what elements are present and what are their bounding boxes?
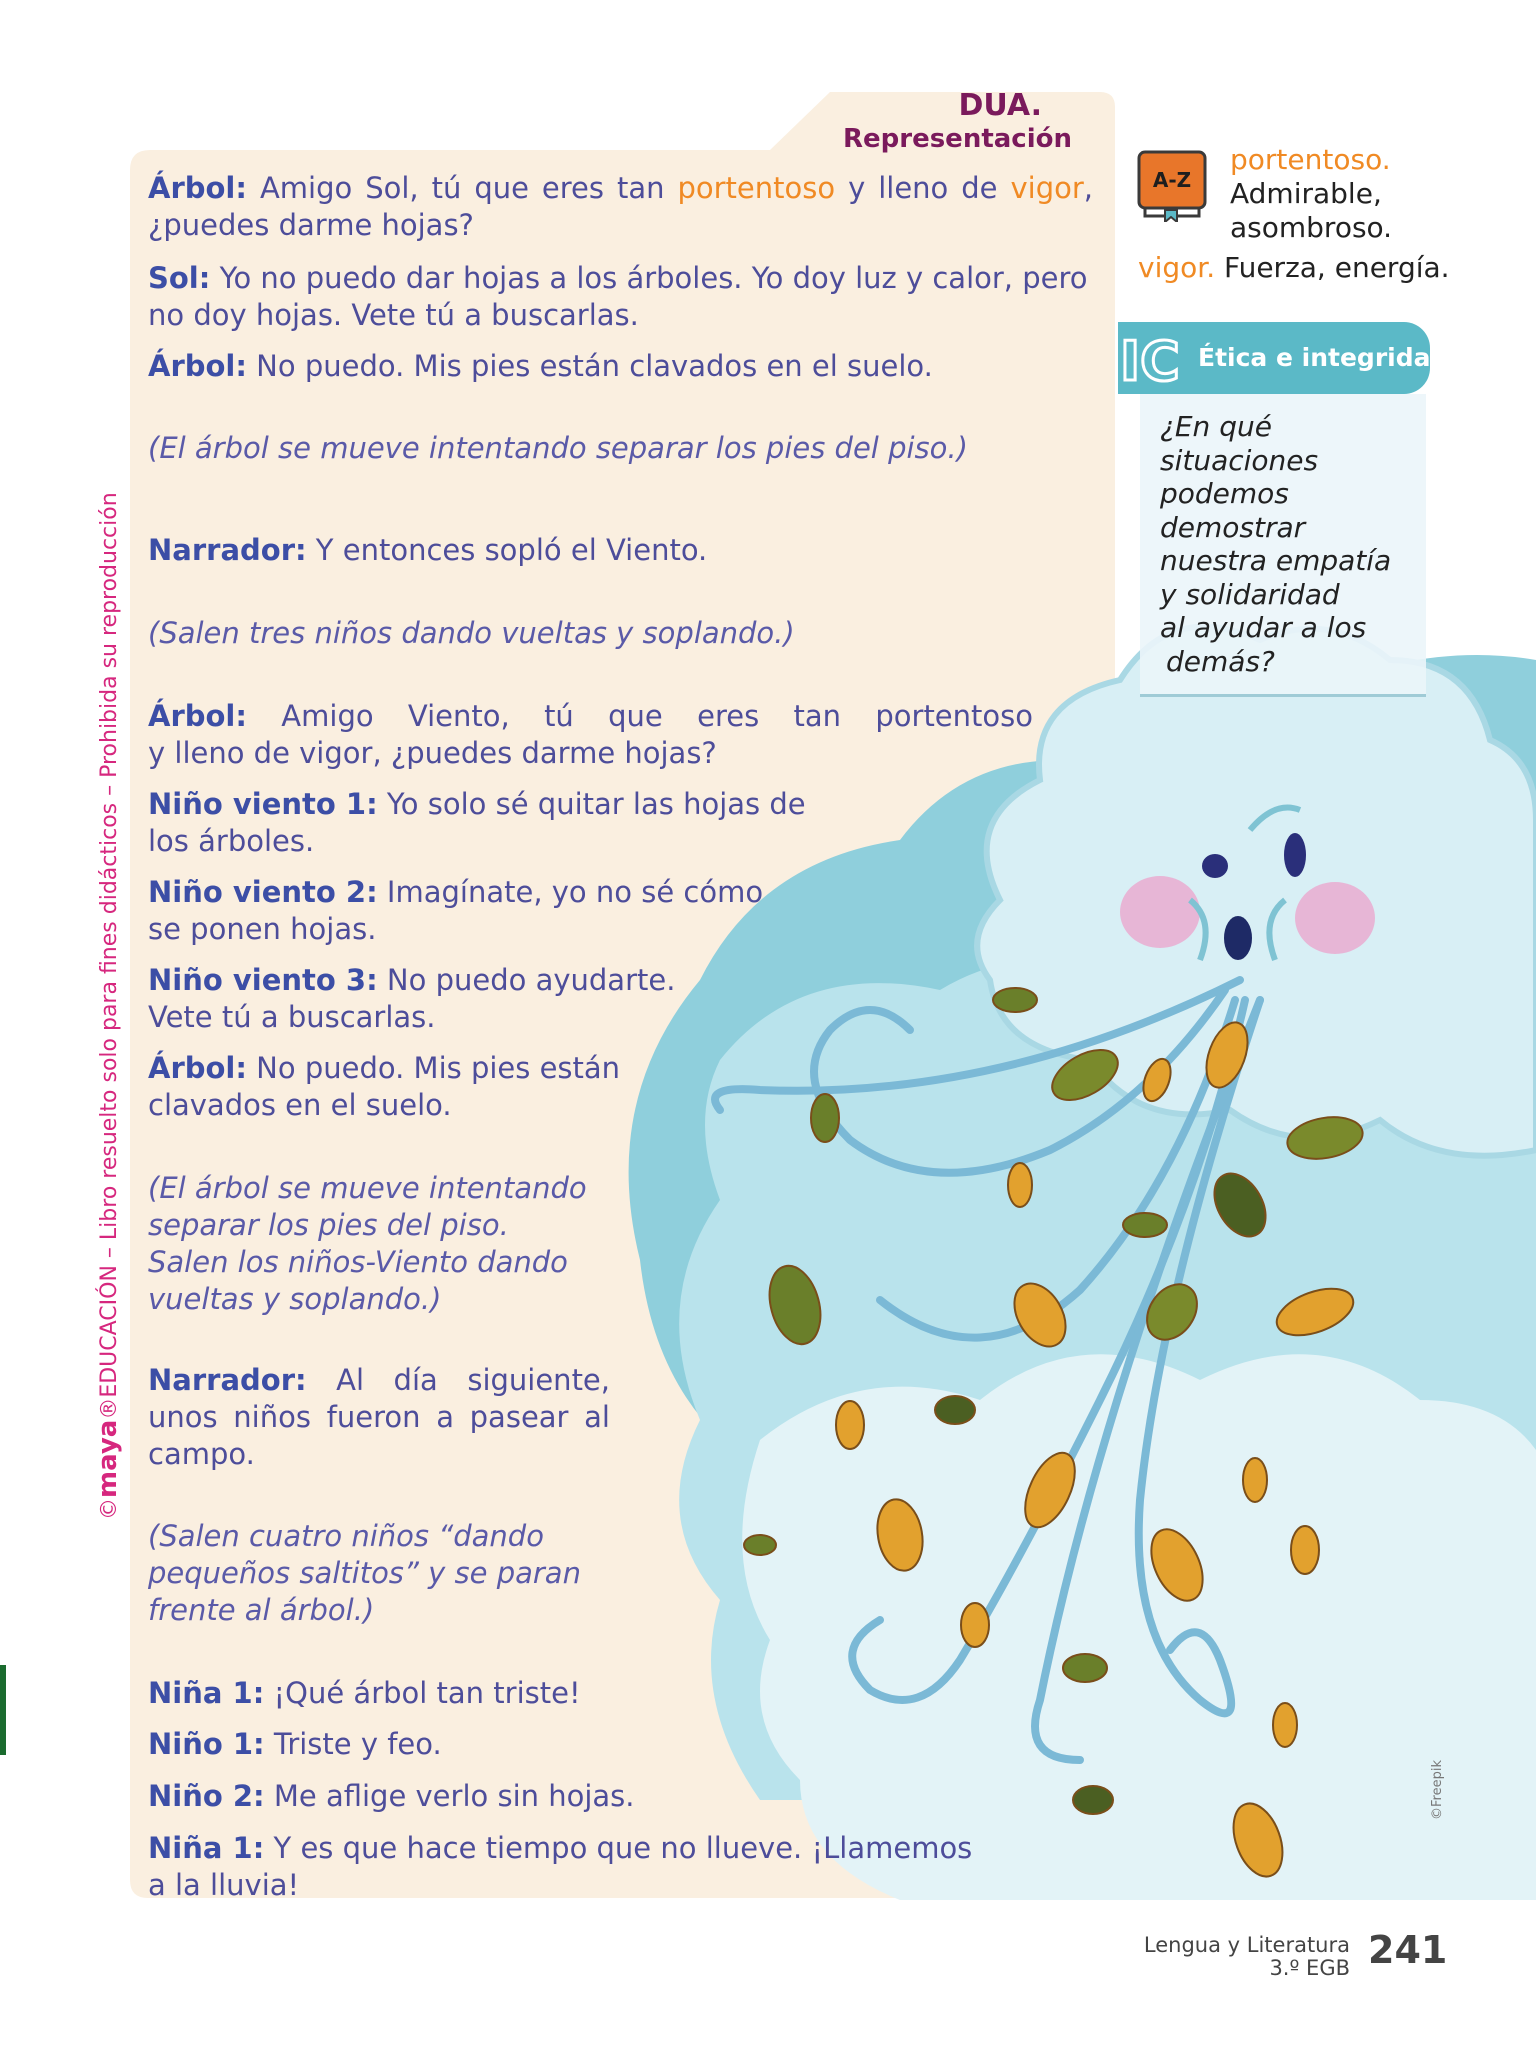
question-line: nuestra empatía (1160, 544, 1392, 577)
line-nino-1 (148, 1726, 442, 1763)
line-text: , (1083, 171, 1093, 205)
mouth (1224, 916, 1252, 960)
line-arbol-3 (148, 698, 1033, 735)
speaker: Árbol: (148, 699, 247, 733)
line-text: y lleno de (835, 171, 1011, 205)
line-nino-2 (148, 1778, 635, 1815)
speaker: Niña 1: (148, 1831, 265, 1865)
stage-direction-3a: (El árbol se mueve intentando (148, 1171, 587, 1205)
line-narrador-2 (148, 1362, 610, 1399)
speaker: Niño 2: (148, 1779, 265, 1813)
glossary-word-1: portentoso. (1230, 143, 1391, 176)
image-credit: ©Freepik (1430, 1760, 1445, 1820)
copyright-symbol: © (97, 1498, 122, 1520)
glossary-def-1a: Admirable, (1230, 177, 1382, 210)
copyright-text: EDUCACIÓN – Libro resuelto solo para fines didácticos – Prohibida su reproducción (97, 492, 122, 1398)
question-line: demás? (1166, 644, 1275, 678)
cheek-left (1120, 876, 1200, 948)
page-number: 241 (1368, 1928, 1448, 1972)
line-narrador-2b: unos niños fueron a pasear al (148, 1400, 610, 1434)
line-nina-1-c: a la lluvia! (148, 1868, 300, 1902)
dua-subtitle: Representación (842, 124, 1072, 154)
line-text: Yo no puedo dar hojas a los árboles. Yo doy luz y calor, pero (210, 261, 1088, 295)
stage-direction-2: (Salen tres niños dando vueltas y soplando.) (148, 616, 795, 650)
speaker: Niño 1: (148, 1727, 265, 1761)
line-nina-1-b (148, 1830, 972, 1867)
line-text: ¡Qué árbol tan triste! (264, 1676, 581, 1710)
line-arbol-2 (148, 348, 933, 385)
dictionary-icon (1137, 150, 1207, 222)
dua-header (780, 88, 1080, 154)
speaker: Sol: (148, 261, 211, 295)
footer-subject (1140, 1934, 1350, 1980)
line-text: No puedo. Mis pies están (246, 1051, 621, 1085)
edge-tab (0, 1665, 6, 1755)
speaker: Niña 1: (148, 1676, 265, 1710)
line-text: No puedo. Mis pies están clavados en el suelo. (246, 349, 933, 383)
brand-logo: maya (93, 1419, 123, 1498)
line-nino-viento-1 (148, 786, 806, 823)
copyright-vertical (95, 492, 123, 1520)
registered-symbol: ® (97, 1397, 122, 1420)
stage-direction-3c: Salen los niños-Viento dando (148, 1245, 568, 1279)
footer-grade: 3.º EGB (1269, 1956, 1350, 1980)
speaker: Árbol: (148, 349, 247, 383)
speaker: Narrador: (148, 533, 307, 567)
speaker: Árbol: (148, 1051, 247, 1085)
line-arbol-4 (148, 1050, 620, 1087)
stage-direction-1: (El árbol se mueve intentando separar los pies del piso.) (148, 431, 968, 465)
question-line: demostrar (1160, 510, 1306, 544)
line-text: Y entonces sopló el Viento. (306, 533, 708, 567)
dictionary-icon-label: A-Z (1152, 168, 1192, 192)
speaker: Niño viento 1: (148, 787, 378, 821)
line-nino-viento-3 (148, 962, 675, 999)
line-narrador-2c: campo. (148, 1437, 255, 1471)
glossary-entry-2 (1138, 251, 1450, 285)
highlight-word: portentoso (677, 171, 836, 205)
question-line: situaciones (1160, 443, 1319, 477)
speaker: Narrador: (148, 1363, 307, 1397)
line-arbol-1 (148, 170, 1093, 207)
footer-subject-name: Lengua y Literatura (1143, 1933, 1350, 1957)
cheek-right (1295, 882, 1375, 954)
line-text: Me aflige verlo sin hojas. (264, 1779, 635, 1813)
etica-title: Ética e integridad (1198, 343, 1449, 372)
line-text: Amigo Viento, tú que eres tan portentoso (246, 699, 1033, 733)
question-line: y solidaridad (1160, 577, 1340, 611)
line-nino-viento-2 (148, 874, 763, 911)
question-line: podemos (1160, 477, 1289, 510)
line-text: Yo solo sé quitar las hojas de (377, 787, 806, 821)
eye-right (1284, 833, 1306, 877)
question-line: ¿En qué (1160, 410, 1272, 443)
glossary-def-2: Fuerza, energía. (1215, 251, 1450, 284)
line-sol (148, 260, 1088, 297)
line-text: Al día siguiente, (306, 1363, 610, 1397)
glossary-word-2: vigor. (1138, 251, 1216, 284)
line-text: Y es que hace tiempo que no llueve. ¡Llamemos (264, 1831, 973, 1865)
stage-direction-4b: pequeños saltitos” y se paran (148, 1556, 581, 1590)
line-text: Triste y feo. (264, 1727, 442, 1761)
ic-badge-label: IC (1120, 330, 1180, 388)
line-nino-viento-2b: se ponen hojas. (148, 912, 377, 946)
highlight-word: vigor (1010, 171, 1084, 205)
line-arbol-3b: y lleno de vigor, ¿puedes darme hojas? (148, 736, 717, 770)
glossary-entry-1 (1230, 143, 1392, 245)
line-nino-viento-3b: Vete tú a buscarlas. (148, 1000, 436, 1034)
speaker: Niño viento 2: (148, 875, 378, 909)
stage-direction-4c: frente al árbol.) (148, 1593, 375, 1627)
line-text: No puedo ayudarte. (377, 963, 676, 997)
speaker: Niño viento 3: (148, 963, 378, 997)
stage-direction-4a: (Salen cuatro niños “dando (148, 1519, 544, 1553)
etica-question (1160, 410, 1391, 678)
dua-title: DUA. (958, 88, 1042, 123)
line-sol-b: no doy hojas. Vete tú a buscarlas. (148, 298, 639, 332)
glossary-def-1b: asombroso. (1230, 211, 1393, 244)
line-nina-1 (148, 1675, 581, 1712)
line-nino-viento-1b: los árboles. (148, 824, 315, 858)
line-text: Imagínate, yo no sé cómo (377, 875, 764, 909)
line-narrador-1 (148, 532, 707, 569)
eye-left (1202, 854, 1228, 878)
question-line: al ayudar a los (1160, 611, 1367, 644)
speaker: Árbol: (148, 171, 247, 205)
ic-badge-icon (1118, 330, 1198, 388)
line-arbol-4b: clavados en el suelo. (148, 1088, 452, 1122)
stage-direction-3d: vueltas y soplando.) (148, 1282, 442, 1316)
line-text: Amigo Sol, tú que eres tan (246, 171, 678, 205)
line-arbol-1b: ¿puedes darme hojas? (148, 208, 474, 242)
stage-direction-3b: separar los pies del piso. (148, 1208, 509, 1242)
